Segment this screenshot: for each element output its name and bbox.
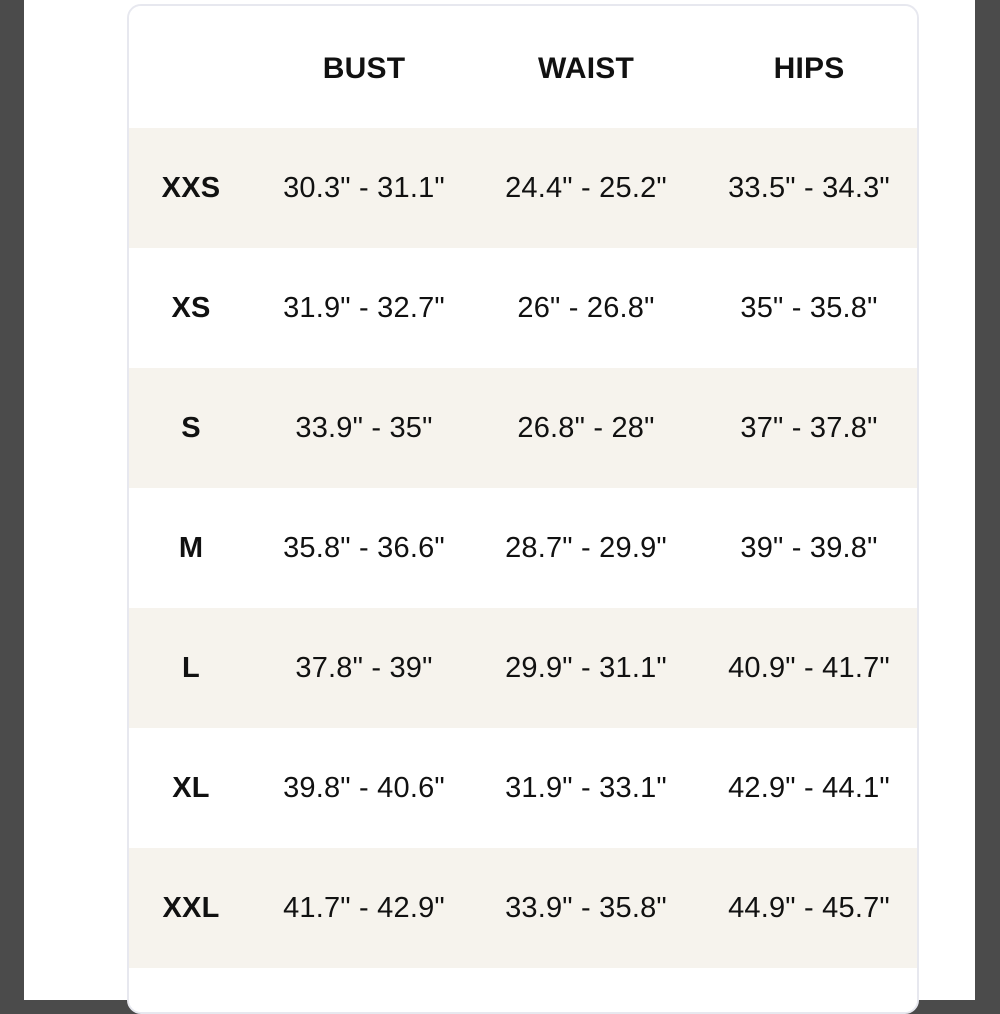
table-row-s <box>129 368 917 488</box>
table-row-xs <box>129 248 917 368</box>
waist-value: 31.9" - 33.1" <box>505 771 667 804</box>
hips-value: 35" - 35.8" <box>740 291 878 324</box>
bust-value: 30.3" - 31.1" <box>283 171 445 204</box>
table-row-l <box>129 608 917 728</box>
size-label: XXL <box>162 891 220 924</box>
header-bust: BUST <box>322 52 406 85</box>
bust-value: 37.8" - 39" <box>295 651 433 684</box>
bust-value: 39.8" - 40.6" <box>283 771 445 804</box>
waist-value: 26.8" - 28" <box>517 411 655 444</box>
table-row-xxs <box>129 128 917 248</box>
hips-value: 40.9" - 41.7" <box>728 651 890 684</box>
table-row-partial <box>129 968 917 1014</box>
hips-value: 42.9" - 44.1" <box>728 771 890 804</box>
waist-value: 26" - 26.8" <box>517 291 655 324</box>
size-label: XS <box>171 291 211 324</box>
waist-value: 28.7" - 29.9" <box>505 531 667 564</box>
size-label: XL <box>172 771 210 804</box>
bust-value: 35.8" - 36.6" <box>283 531 445 564</box>
hips-value: 39" - 39.8" <box>740 531 878 564</box>
header-hips: HIPS <box>773 52 845 85</box>
hips-value: 33.5" - 34.3" <box>728 171 890 204</box>
size-label: M <box>178 531 204 564</box>
hips-value: 37" - 37.8" <box>740 411 878 444</box>
table-row-xxl <box>129 848 917 968</box>
size-label: L <box>182 651 200 684</box>
waist-value: 29.9" - 31.1" <box>505 651 667 684</box>
waist-value: 33.9" - 35.8" <box>505 891 667 924</box>
page-container <box>24 0 975 1000</box>
table-row-m <box>129 488 917 608</box>
header-waist: WAIST <box>538 52 634 85</box>
table-row-xl <box>129 728 917 848</box>
bust-value: 33.9" - 35" <box>295 411 433 444</box>
size-chart-table <box>127 4 919 1014</box>
header-size <box>129 6 253 130</box>
waist-value: 24.4" - 25.2" <box>505 171 667 204</box>
bust-value: 31.9" - 32.7" <box>283 291 445 324</box>
size-label: S <box>181 411 201 444</box>
table-header-row <box>129 6 917 128</box>
bust-value: 41.7" - 42.9" <box>283 891 445 924</box>
size-label: XXS <box>161 171 221 204</box>
hips-value: 44.9" - 45.7" <box>728 891 890 924</box>
